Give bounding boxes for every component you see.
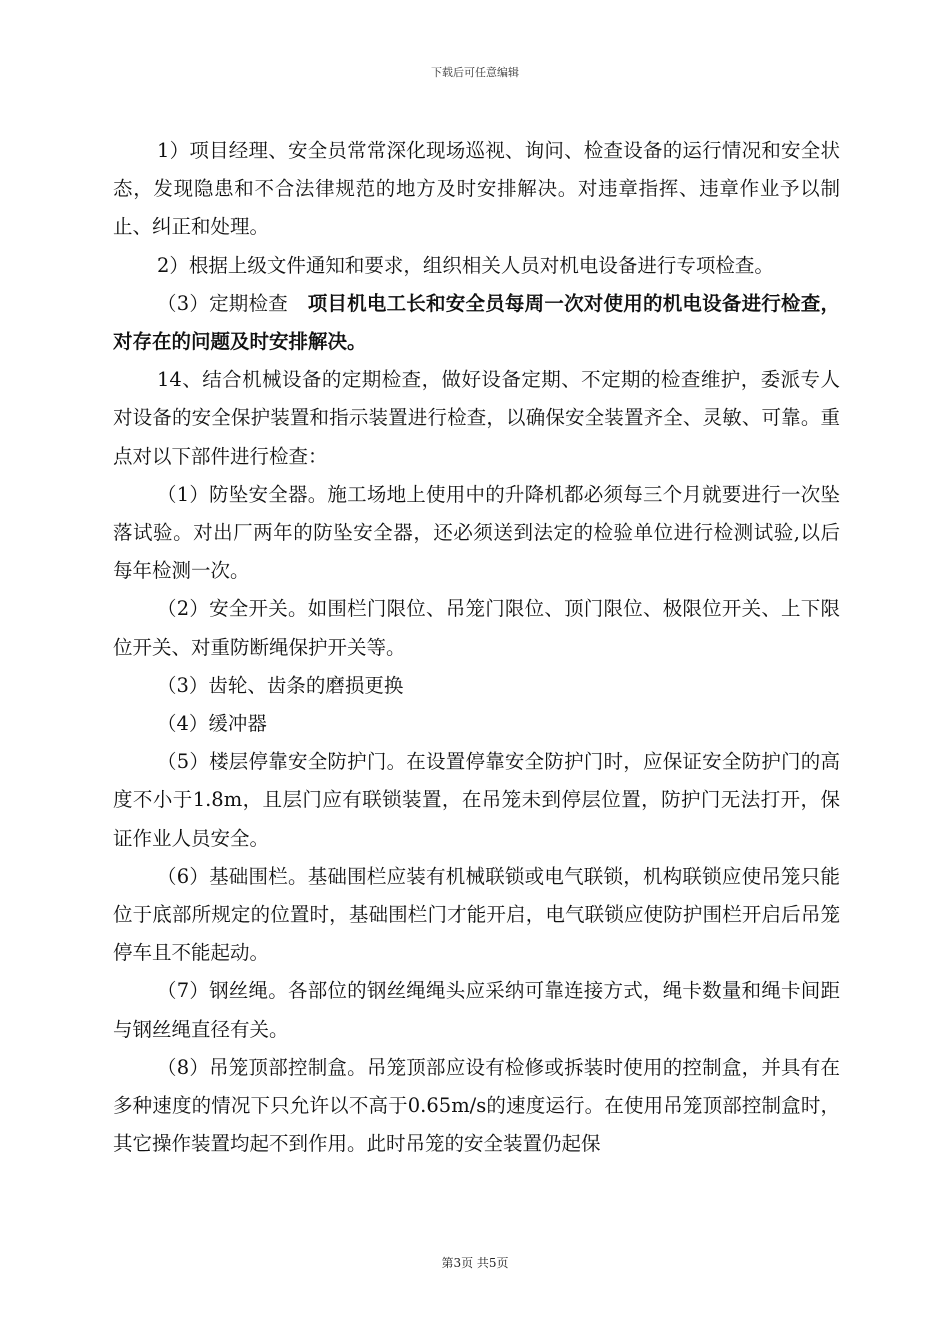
paragraph-3-lead: （3）定期检查 <box>157 291 308 315</box>
paragraph-4: 14、结合机械设备的定期检查，做好设备定期、不定期的检查维护，委派专人对设备的安全保护装置和指示装置进行检查，以确保安全装置齐全、灵敏、可靠。重点对以下部件进行检查： <box>113 368 840 468</box>
paragraph-8: （4）缓冲器 <box>157 712 267 736</box>
document-body <box>113 132 840 1163</box>
paragraph-3 <box>113 285 840 361</box>
paragraph-12: （8）吊笼顶部控制盒。吊笼顶部应设有检修或拆装时使用的控制盒，并具有在多种速度的情况下只允许以不高于0.65m/s的速度运行。在使用吊笼顶部控制盒时，其它操作装置均起不到作用。此时吊笼的安全装置仍起保 <box>113 1055 840 1156</box>
paragraph-7: （3）齿轮、齿条的磨损更换 <box>157 673 404 697</box>
paragraph-3-bold: 项目机电工长和安全员每周一次对使用的机电设备进行检查，对存在的问题及时安排解决。 <box>113 291 840 354</box>
paragraph-2: 2）根据上级文件通知和要求，组织相关人员对机电设备进行专项检查。 <box>157 253 774 277</box>
paragraph-6: （2）安全开关。如围栏门限位、吊笼门限位、顶门限位、极限位开关、上下限位开关、对重防断绳保护开关等。 <box>113 597 840 659</box>
paragraph-1: 1）项目经理、安全员常常深化现场巡视、询问、检查设备的运行情况和安全状态，发现隐患和不合法律规范的地方及时安排解决。对违章指挥、违章作业予以制止、纠正和处理。 <box>113 139 840 239</box>
paragraph-9: （5）楼层停靠安全防护门。在设置停靠安全防护门时，应保证安全防护门的高度不小于1.8m，且层门应有联锁装置，在吊笼未到停层位置，防护门无法打开，保证作业人员安全。 <box>113 750 840 850</box>
paragraph-11: （7）钢丝绳。各部位的钢丝绳绳头应采纳可靠连接方式，绳卡数量和绳卡间距与钢丝绳直径有关。 <box>113 979 840 1041</box>
page-header: 下载后可任意编辑 <box>431 66 519 79</box>
paragraph-10: （6）基础围栏。基础围栏应装有机械联锁或电气联锁，机构联锁应使吊笼只能位于底部所规定的位置时，基础围栏门才能开启，电气联锁应使防护围栏开启后吊笼停车且不能起动。 <box>113 864 840 965</box>
paragraph-5: （1）防坠安全器。施工场地上使用中的升降机都必须每三个月就要进行一次坠落试验。对出厂两年的防坠安全器，还必须送到法定的检验单位进行检测试验,以后每年检测一次。 <box>113 482 840 583</box>
page-footer: 第3页 共5页 <box>441 1256 509 1270</box>
